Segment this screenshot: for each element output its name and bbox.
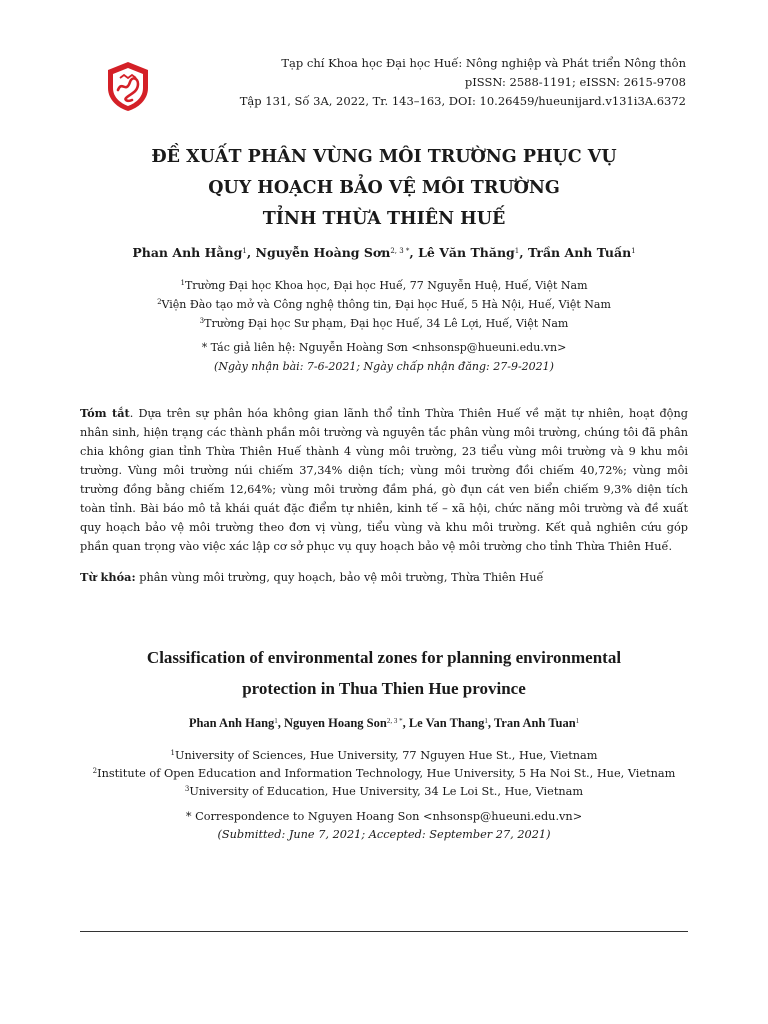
affiliation-sup: 1 (180, 279, 185, 287)
author-sup: 1 (575, 717, 580, 725)
affiliation-sup: 2 (157, 298, 162, 306)
affiliation-sup: 1 (170, 749, 175, 757)
paper-title-vi (0, 142, 768, 235)
abstract-label: Tóm tắt (80, 406, 130, 420)
affiliation-text: University of Education, Hue University, 34 Le Loi St., Hue, Vietnam (189, 785, 584, 798)
affiliation-vi (0, 312, 768, 333)
affiliation-sup: 3 (199, 317, 205, 325)
author-sup: 1 (631, 247, 636, 255)
author-name: Le Van Thang (408, 716, 485, 730)
dates-en: (Submitted: June 7, 2021; Accepted: September 27, 2021) (217, 828, 551, 841)
title-line: QUY HOẠCH BẢO VỆ MÔI TRƯỜNG (208, 178, 560, 198)
author-name: Tran Anh Tuan (493, 716, 576, 730)
author-sup: 2, 3 * (390, 247, 410, 255)
authors-en: Phan Anh Hang$^1$, Nguyen Hoang Son$^{2, 3 *}$, Le Van Thang$^1$, Tran Anh Tuan$^1$ (188, 716, 580, 730)
affiliation-text: Trường Đại học Sư phạm, Đại học Huế, 34 Lê Lợi, Huế, Việt Nam (204, 317, 569, 330)
title-line: Classification of environmental zones for planning environmental (146, 648, 622, 667)
affiliation-text: Institute of Open Education and Information Technology, Hue University, 5 Ha Noi St., Hue, Vietnam (97, 767, 676, 780)
university-logo-icon (104, 60, 152, 112)
author-name: Trần Anh Tuấn (527, 245, 632, 260)
paper-title-en (0, 642, 768, 704)
affiliation-vi (0, 293, 768, 314)
journal-volume-doi: Tập 131, Số 3A, 2022, Tr. 143–163, DOI: 10.26459/hueunijard.v131i3A.6372 (239, 94, 686, 108)
correspondence-vi: * Tác giả liên hệ: Nguyễn Hoàng Sơn <nhsonsp@hueuni.edu.vn> (201, 341, 567, 354)
author-name: Nguyen Hoang Son (284, 716, 387, 730)
author-sup: 1 (484, 717, 488, 725)
affiliation-text: Viện Đào tạo mở và Công nghệ thông tin, Đại học Huế, 5 Hà Nội, Huế, Việt Nam (161, 298, 611, 311)
abstract-vi (80, 404, 688, 556)
authors-vi: Phan Anh Hằng$^1$, Nguyễn Hoàng Sơn$^{2, 3 *}$, Lê Văn Thăng$^1$, Trần Anh Tuấn$^1$ (132, 245, 636, 260)
author-sup: 2, 3 * (386, 717, 403, 725)
author-name: Lê Văn Thăng (418, 245, 515, 260)
author-sup: 1 (242, 247, 247, 255)
abstract-text: . Dựa trên sự phân hóa không gian lãnh thổ tỉnh Thừa Thiên Huế về mặt tự nhiên, hoạt động nhân sinh, hiện trạng các thành phần môi trường và nguyên tắc phân vùng môi trường, chúng tôi đã phân chia không gian tỉnh Thừa Thiên Huế thành 4 vùng môi trường, 23 tiểu vùng môi trường và 9 khu môi trường. Vùng môi trường núi chiếm 37,34% diện tích; vùng môi trường đồi chiếm 40,72%; vùng môi trường đồng bằng chiếm 12,64%; vùng môi trường đầm phá, gò đụn cát ven biển chiếm 9,3% diện tích toàn tỉnh. Bài báo mô tả khái quát đặc điểm tự nhiên, kinh tế – xã hội, chức năng môi trường và đề xuất quy hoạch bảo vệ môi trường theo đơn vị vùng, tiểu vùng và khu môi trường. Kết quả nghiên cứu góp phần quan trọng vào việc xác lập cơ sở phục vụ quy hoạch bảo vệ môi trường cho tỉnh Thừa Thiên Huế. (80, 407, 688, 553)
keywords-vi (80, 570, 688, 584)
author-name: Nguyễn Hoàng Sơn (255, 245, 391, 260)
title-line: TỈNH THỪA THIÊN HUẾ (262, 209, 506, 229)
affiliation-en (0, 780, 768, 801)
affiliation-sup: 2 (92, 767, 98, 775)
dates-vi: (Ngày nhận bài: 7-6-2021; Ngày chấp nhận đăng: 27-9-2021) (214, 360, 554, 373)
journal-name: Tạp chí Khoa học Đại học Huế: Nông nghiệp và Phát triển Nông thôn (281, 56, 686, 70)
divider (80, 931, 688, 932)
affiliation-vi (0, 274, 768, 295)
author-sup: 1 (514, 247, 520, 255)
affiliation-sup: 3 (184, 785, 190, 793)
affiliation-text: University of Sciences, Hue University, 77 Nguyen Hue St., Hue, Vietnam (174, 749, 598, 762)
keywords-label: Từ khóa: (80, 570, 136, 584)
author-name: Phan Anh Hang (188, 716, 275, 730)
title-line: protection in Thua Thien Hue province (242, 679, 526, 698)
journal-issn: pISSN: 2588-1191; eISSN: 2615-9708 (464, 75, 686, 89)
title-line: ĐỀ XUẤT PHÂN VÙNG MÔI TRƯỜNG PHỤC VỤ (151, 147, 617, 167)
affiliation-text: Trường Đại học Khoa học, Đại học Huế, 77 Nguyễn Huệ, Huế, Việt Nam (184, 279, 588, 292)
author-name: Phan Anh Hằng (132, 245, 243, 260)
author-sup: 1 (274, 717, 278, 725)
correspondence-en: * Correspondence to Nguyen Hoang Son <nhsonsp@hueuni.edu.vn> (185, 810, 583, 823)
keywords-text: phân vùng môi trường, quy hoạch, bảo vệ môi trường, Thừa Thiên Huế (135, 571, 544, 584)
